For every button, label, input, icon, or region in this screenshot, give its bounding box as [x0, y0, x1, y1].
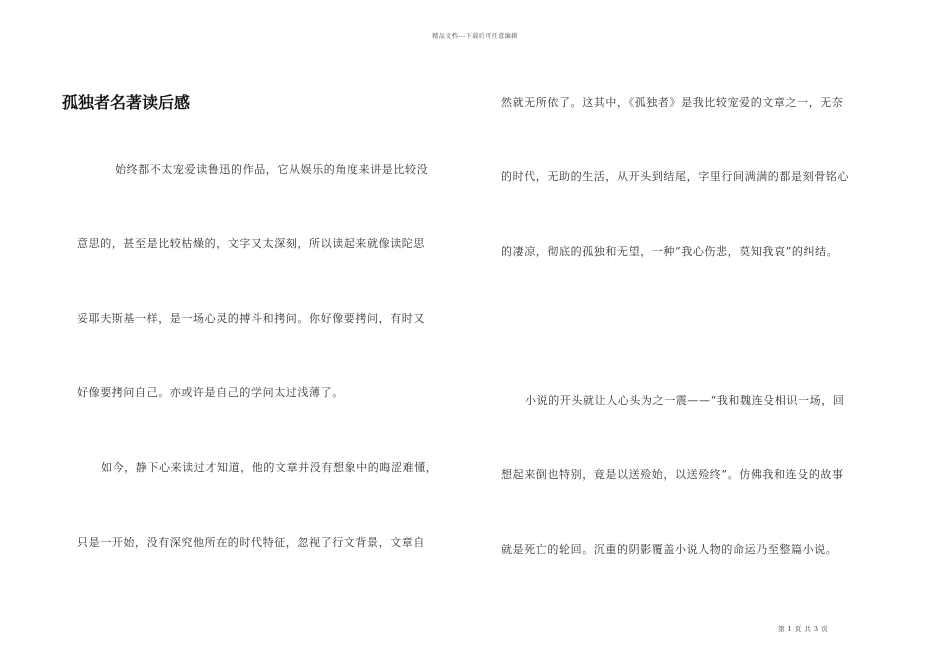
left-line-6: 只是一开始，没有深究他所在的时代特征，忽视了行文背景，文章自 — [77, 536, 425, 549]
page-header: 精品文档---下载后可任意编辑 — [432, 33, 518, 40]
left-line-5: 如今，静下心来读过才知道，他的文章并没有想象中的晦涩难懂， — [101, 461, 438, 474]
document-title: 孤独者名著读后感 — [62, 93, 191, 112]
right-line-2: 的时代，无助的生活，从开头到结尾，字里行间满满的都是刻骨铭心 — [501, 170, 849, 183]
left-line-2: 意思的，甚至是比较枯燥的，文字又太深刻，所以读起来就像读陀思 — [77, 237, 425, 250]
right-line-6: 就是死亡的轮回。沉重的阴影覆盖小说人物的命运乃至整篇小说。 — [501, 543, 838, 556]
page-number: 第 1 页 共 3 页 — [778, 625, 829, 633]
right-line-5: 想起来倒也特别，竟是以送殓始，以送殓终”。仿佛我和连殳的故事 — [501, 468, 844, 481]
right-line-3: 的凄凉，彻底的孤独和无望，一种“我心伤悲，莫知我哀”的纠结。 — [501, 245, 839, 258]
right-line-1: 然就无所依了。这其中，《孤独者》是我比较宠爱的文章之一，无奈 — [501, 96, 844, 109]
left-line-4: 好像要拷问自己。亦或许是自己的学问太过浅薄了。 — [77, 386, 344, 399]
left-line-3: 妥耶夫斯基一样，是一场心灵的搏斗和拷问。你好像要拷问，有时又 — [77, 312, 425, 325]
left-line-1: 始终都不太宠爱读鲁迅的作品，它从娱乐的角度来讲是比较没 — [115, 163, 429, 176]
right-line-4: 小说的开头就让人心头为之一震——“我和魏连殳相识一场，回 — [525, 394, 845, 407]
